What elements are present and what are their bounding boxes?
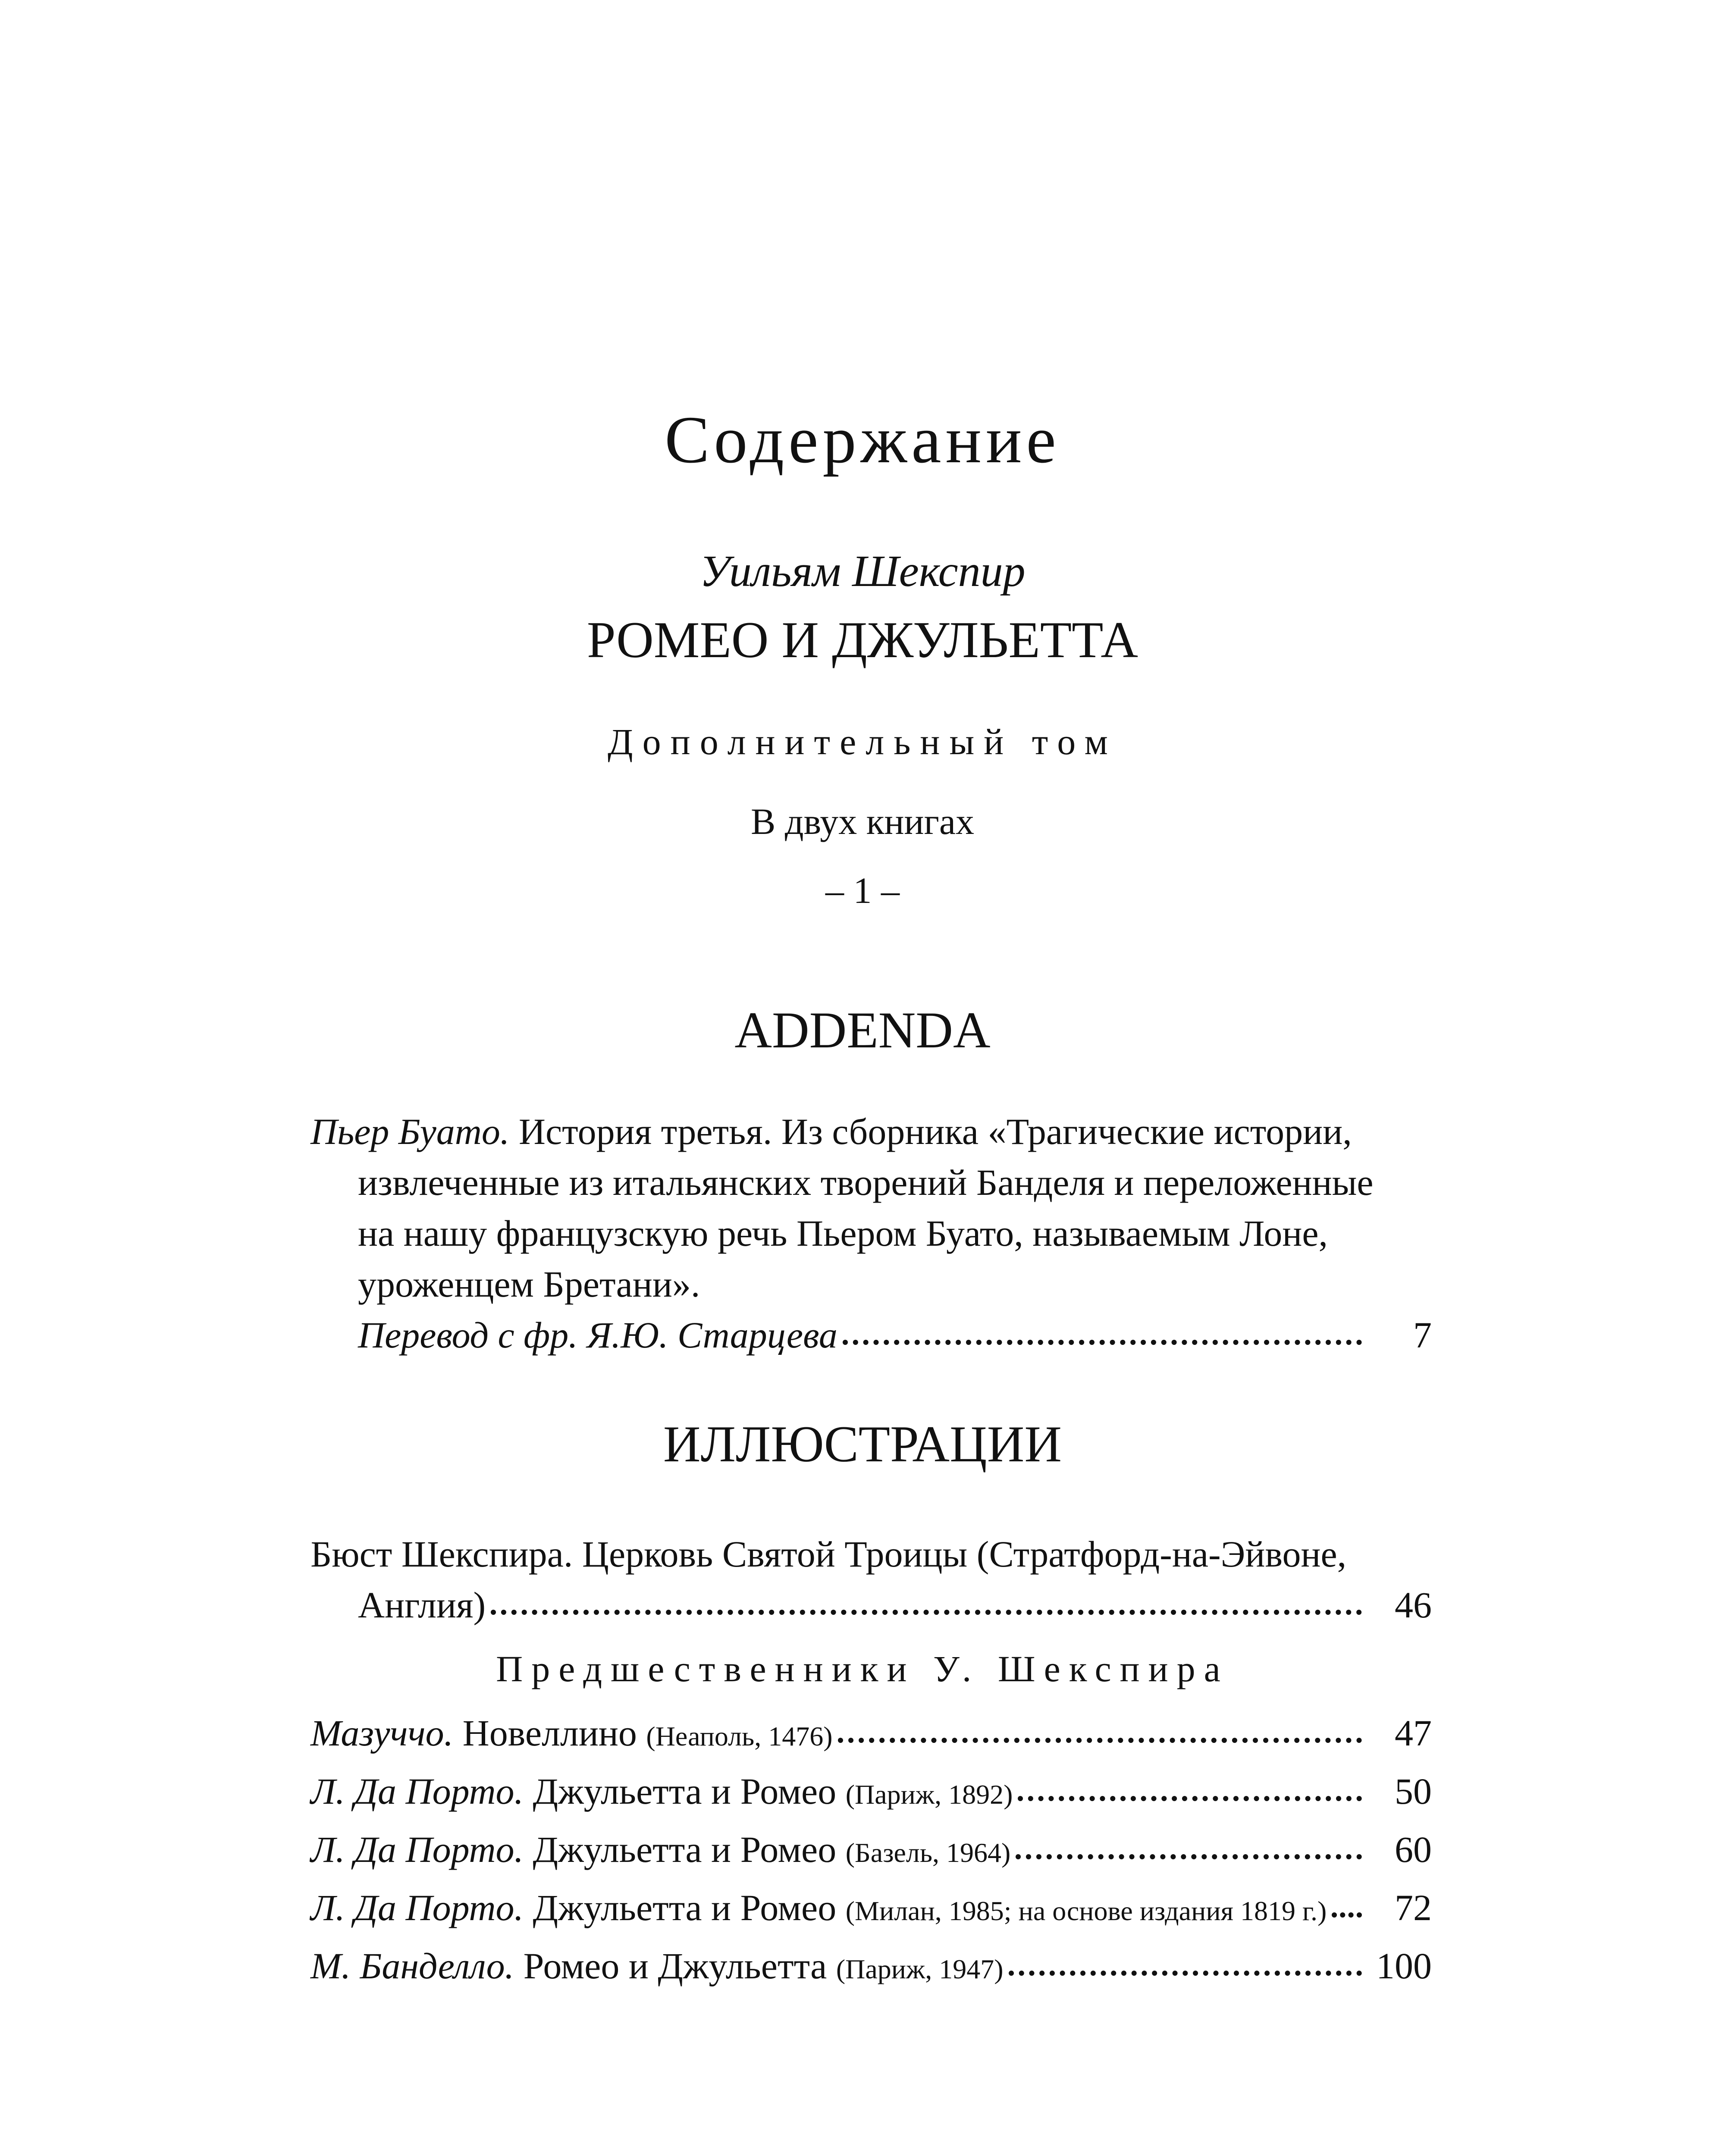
entry-text bbox=[310, 1882, 1327, 1937]
entry-author: Мазуччо. bbox=[310, 1712, 454, 1754]
page-number: 72 bbox=[1395, 1887, 1432, 1928]
dot-leader bbox=[1009, 1971, 1362, 1976]
entry-description bbox=[310, 1106, 1432, 1310]
entry-note: (Базель, 1964) bbox=[845, 1837, 1011, 1868]
author-name: Уильям Шекспир bbox=[699, 546, 1026, 596]
entry-last-line bbox=[310, 1579, 1432, 1630]
entry-text bbox=[310, 1824, 1010, 1878]
dot-leader bbox=[843, 1340, 1362, 1345]
page-number: 60 bbox=[1395, 1829, 1432, 1870]
book-number: – 1 – bbox=[825, 870, 900, 911]
entry-note: (Париж, 1947) bbox=[836, 1954, 1004, 1984]
entry-author: Пьер Буато. bbox=[310, 1111, 510, 1152]
entry-title: Ромео и Джульетта bbox=[514, 1945, 836, 1987]
entry-author: Л. Да Порто. bbox=[310, 1887, 524, 1928]
entry-translator-line bbox=[310, 1310, 1432, 1360]
volume-subtitle: Дополнительный том bbox=[608, 721, 1117, 762]
page-number: 46 bbox=[1395, 1584, 1432, 1626]
entry-note: (Неаполь, 1476) bbox=[646, 1721, 833, 1752]
predecessors-heading: Предшественники У. Шекспира bbox=[496, 1648, 1229, 1689]
entry-title: Новеллино bbox=[453, 1712, 646, 1754]
entry-author: Л. Да Порто. bbox=[310, 1771, 524, 1812]
entry-text-line-2: извлеченные из итальянских творений Банделя и переложенные bbox=[358, 1162, 1374, 1203]
entry-translator: Перевод с фр. Я.Ю. Старцева bbox=[358, 1314, 837, 1356]
toc-entry-da-porto-paris[interactable] bbox=[310, 1766, 1432, 1820]
dot-leader bbox=[1018, 1796, 1362, 1801]
entry-title: Джульетта и Ромео bbox=[524, 1829, 846, 1870]
toc-entry-boaistuau[interactable] bbox=[310, 1106, 1432, 1360]
contents-title: Содержание bbox=[665, 402, 1060, 477]
book-title: РОМЕО И ДЖУЛЬЕТТА bbox=[586, 611, 1138, 668]
entry-line bbox=[310, 1940, 1432, 1995]
toc-entry-da-porto-basel[interactable] bbox=[310, 1824, 1432, 1878]
entry-text-line-1: История третья. Из сборника «Трагические истории, bbox=[509, 1111, 1352, 1152]
entry-line bbox=[310, 1766, 1432, 1820]
entry-text-line-3: на нашу французскую речь Пьером Буато, называемым Лоне, bbox=[358, 1213, 1328, 1254]
entry-author: М. Банделло. bbox=[310, 1945, 514, 1987]
page-number: 50 bbox=[1395, 1771, 1432, 1812]
dot-leader bbox=[1332, 1912, 1362, 1918]
entry-line bbox=[310, 1708, 1432, 1762]
entry-text-line-4: уроженцем Бретани». bbox=[358, 1263, 700, 1305]
page-number: 7 bbox=[1413, 1314, 1432, 1356]
toc-entry-da-porto-milan[interactable] bbox=[310, 1882, 1432, 1937]
entry-title: Джульетта и Ромео bbox=[524, 1887, 846, 1928]
entry-text bbox=[310, 1766, 1013, 1820]
addenda-heading: ADDENDA bbox=[734, 1001, 991, 1059]
toc-entry-masuccio[interactable] bbox=[310, 1708, 1432, 1762]
entry-author: Л. Да Порто. bbox=[310, 1829, 524, 1870]
entry-text-line-1: Бюст Шекспира. Церковь Святой Троицы (Стратфорд-на-Эйвоне, bbox=[310, 1533, 1347, 1575]
volume-note: В двух книгах bbox=[750, 801, 975, 842]
entry-note: (Париж, 1892) bbox=[845, 1779, 1013, 1810]
entry-text bbox=[310, 1940, 1004, 1995]
entry-title: Джульетта и Ромео bbox=[524, 1771, 846, 1812]
page-number: 47 bbox=[1395, 1712, 1432, 1754]
entry-line bbox=[310, 1824, 1432, 1878]
toc-entry-bandello[interactable] bbox=[310, 1940, 1432, 1995]
entry-line bbox=[310, 1882, 1432, 1937]
entry-note: (Милан, 1985; на основе издания 1819 г.) bbox=[845, 1896, 1327, 1926]
entry-text bbox=[310, 1708, 833, 1762]
toc-entry-bust[interactable] bbox=[310, 1529, 1432, 1630]
dot-leader bbox=[1016, 1854, 1362, 1859]
illustrations-heading: ИЛЛЮСТРАЦИИ bbox=[663, 1415, 1062, 1473]
dot-leader bbox=[491, 1610, 1362, 1615]
dot-leader bbox=[838, 1738, 1362, 1743]
entry-text-line-2: Англия) bbox=[358, 1584, 486, 1626]
page-number: 100 bbox=[1376, 1945, 1432, 1987]
